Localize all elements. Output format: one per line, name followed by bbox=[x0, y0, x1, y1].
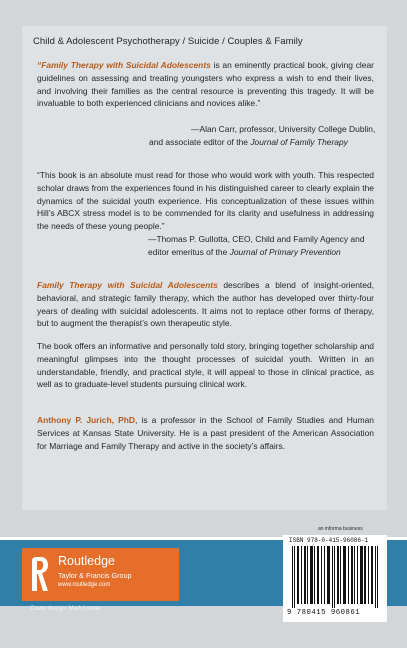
cover-design-credit: Cover design: Mark Lerner bbox=[30, 606, 102, 612]
review-2: “This book is an absolute must read for those who would work with youth. This respected scholar draws from the experiences found in his distinguished career to clearly explain the dynamics of the suicidal youth experience. His conceptualization of these issues within Hill’s ABCX stress model is to be commended for its clarity and usefulness in addressing the needs of these young people.” bbox=[37, 170, 374, 232]
description-book-title: Family Therapy with Suicidal Adolescents bbox=[37, 280, 218, 290]
review-1-attribution-1: —Alan Carr, professor, University College Dublin, bbox=[191, 124, 376, 134]
informa-label: an informa business bbox=[318, 526, 363, 532]
review-1-book-title: “Family Therapy with Suicidal Adolescents bbox=[37, 60, 211, 70]
barcode-number: 9 780415 960861 bbox=[287, 609, 361, 617]
review-2-attribution-1: —Thomas P. Gullotta, CEO, Child and Family Agency and bbox=[148, 234, 365, 244]
author-body: , is a professor in the School of Family Studies and Human Services at Kansas State University. He is a past president of the American Association for Marriage and Family Therapy and active in the society’s affairs. bbox=[37, 415, 375, 451]
category-line: Child & Adolescent Psychotherapy / Suicide / Couples & Family bbox=[33, 36, 303, 47]
description-body: describes a blend of insight-oriented, behavioral, and strategic family therapy, which the author has developed over thirty-four years of dealing with suicidal adolescents. It aims not to replace other forms of therapy, but to augment the therapist’s own therapeutic style. bbox=[37, 280, 375, 329]
publisher-subtitle: Taylor & Francis Group bbox=[58, 571, 132, 580]
review-1 bbox=[37, 59, 374, 110]
review-2-attribution-2 bbox=[148, 246, 341, 259]
isbn-text: ISBN 978-0-415-96086-1 bbox=[289, 537, 369, 544]
review-1-attr-prefix: and associate editor of the bbox=[149, 137, 251, 147]
author-bio bbox=[37, 414, 374, 452]
description-paragraph-1 bbox=[37, 279, 374, 330]
description-paragraph-2: The book offers an informative and personally told story, bringing together scholarship and meaningful glimpses into the thought processes of suicidal youth. Written in an understandable, friendly, and practical style, it will appeal to those in clinical practice, as well as to graduate-level students pursuing clinical work. bbox=[37, 341, 374, 390]
review-2-journal: Journal of Primary Prevention bbox=[229, 247, 341, 257]
barcode-bars bbox=[292, 546, 378, 608]
review-2-attr-prefix: editor emeritus of the bbox=[148, 247, 230, 257]
author-name: Anthony P. Jurich, PhD bbox=[37, 415, 135, 425]
review-1-body: is an eminently practical book, giving clear guidelines on assessing and treating youngsters who express a wish to end their lives, and involving their families as the central resource is preventing this tragedy. It will be invaluable to both experienced clinicians and novices alike.” bbox=[37, 60, 374, 109]
review-1-journal: Journal of Family Therapy bbox=[250, 137, 348, 147]
routledge-r-icon bbox=[30, 555, 50, 593]
publisher-name: Routledge bbox=[58, 554, 115, 568]
publisher-url: www.routledge.com bbox=[58, 582, 111, 588]
review-1-attribution-2 bbox=[149, 136, 348, 149]
